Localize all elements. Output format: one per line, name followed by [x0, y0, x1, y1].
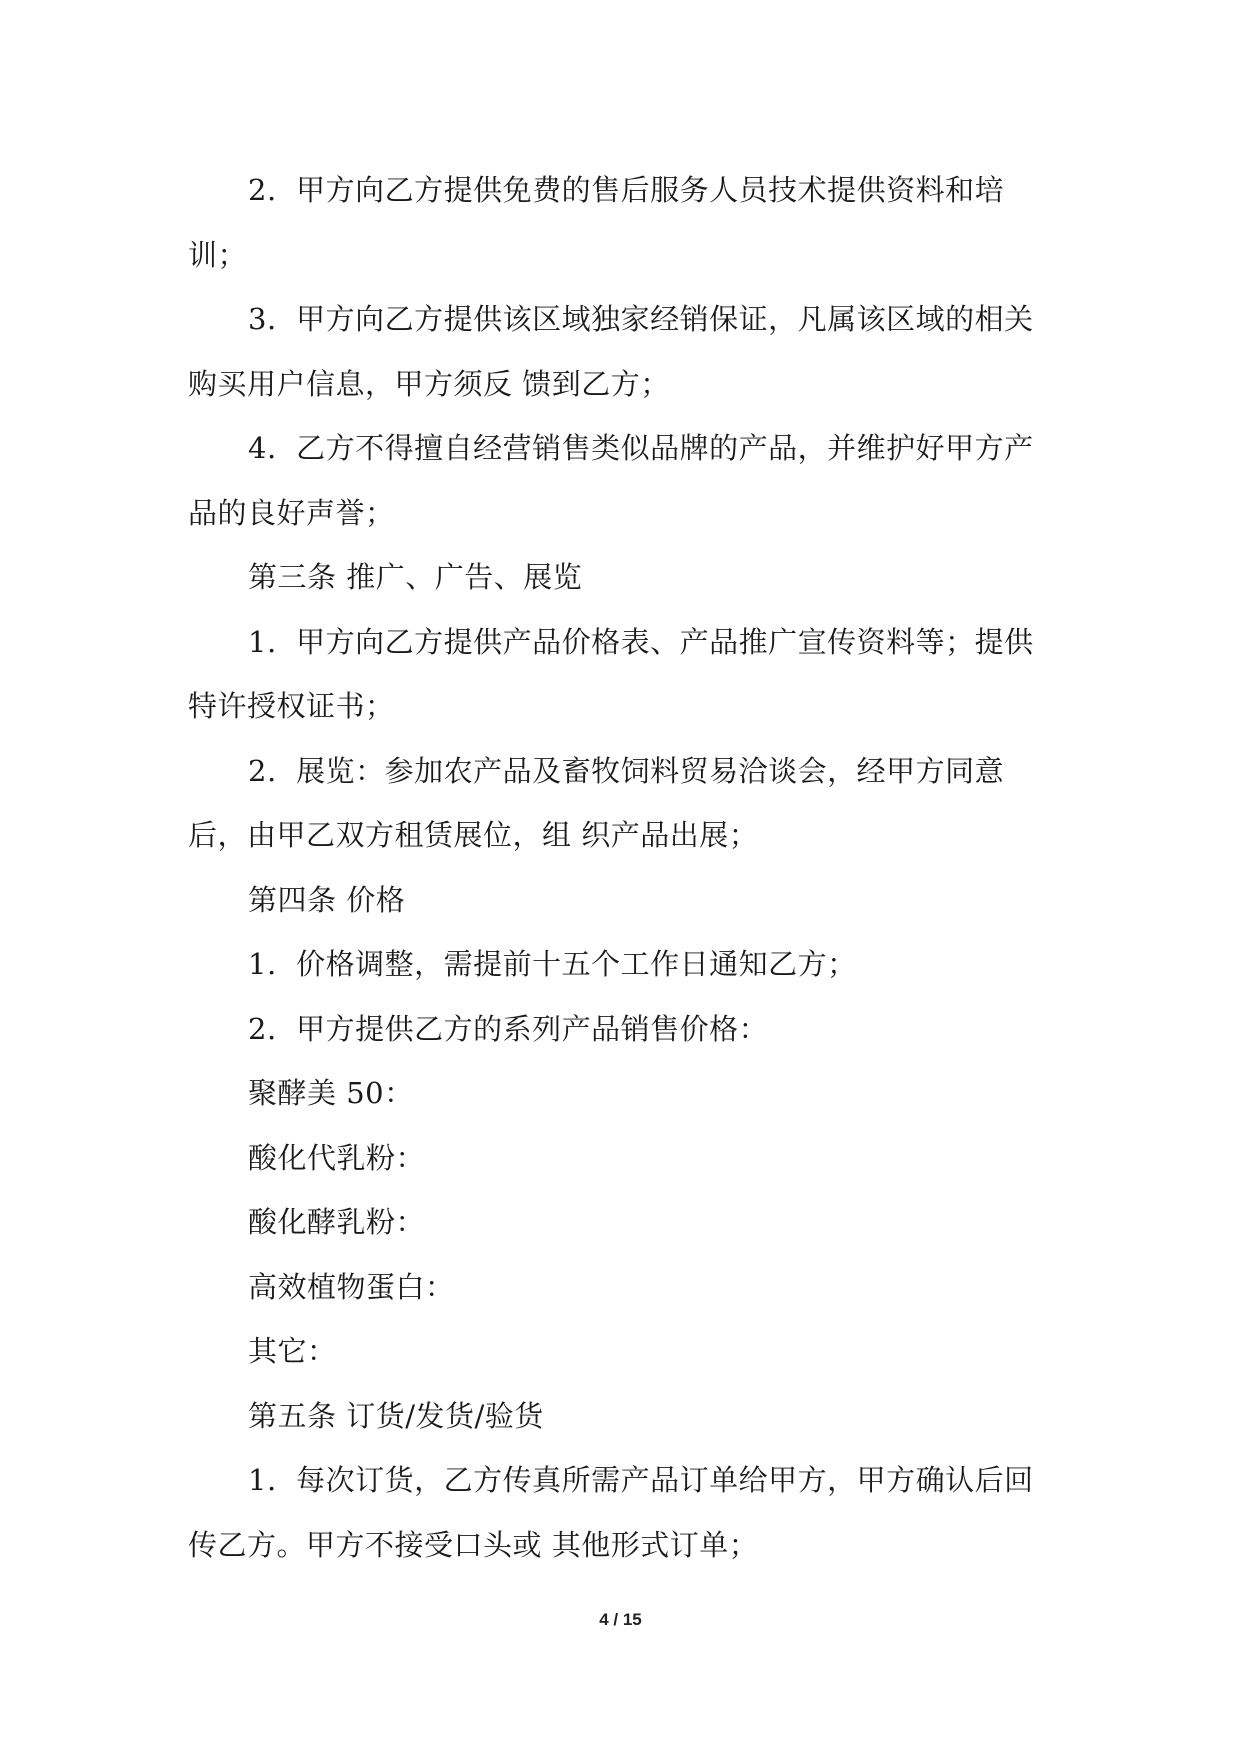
price-item-acidified-yeast-milk: 酸化酵乳粉：: [248, 1205, 426, 1239]
page-number: 4 / 15: [599, 1610, 642, 1629]
price-item-other: 其它：: [248, 1334, 337, 1368]
price-item-acidified-milk-replacer: 酸化代乳粉：: [248, 1140, 426, 1175]
document-body: [188, 158, 1058, 1577]
section-heading-article-3: 第三条 推广、广告、展览: [248, 560, 583, 594]
section-heading-article-5: 第五条 订货/发货/验货: [248, 1398, 544, 1433]
section-heading-article-4: 第四条 价格: [248, 882, 406, 917]
paragraph-service-training: 2. 甲方向乙方提供免费的售后服务人员技术提供资料和培训；: [188, 173, 1005, 272]
paragraph-price-adjustment: 1. 价格调整，需提前十五个工作日通知乙方；: [248, 947, 857, 981]
paragraph-sales-prices: 2. 甲方提供乙方的系列产品销售价格：: [248, 1011, 769, 1046]
paragraph-price-list-materials: 1. 甲方向乙方提供产品价格表、产品推广宣传资料等；提供特许授权证书；: [188, 624, 1034, 723]
price-item-juxiaomei: 聚酵美 50：: [248, 1076, 414, 1110]
paragraph-exhibition: 2. 展览：参加农产品及畜牧饲料贸易洽谈会，经甲方同意后，由甲乙双方租赁展位，组 织产品出展；: [188, 753, 1005, 852]
paragraph-ordering: 1. 每次订货，乙方传真所需产品订单给甲方，甲方确认后回传乙方。甲方不接受口头或 其他形式订单；: [188, 1463, 1034, 1562]
price-item-plant-protein: 高效植物蛋白：: [248, 1269, 455, 1304]
paragraph-brand-reputation: 4. 乙方不得擅自经营销售类似品牌的产品，并维护好甲方产品的良好声誉；: [188, 431, 1034, 530]
paragraph-exclusive-distribution: 3. 甲方向乙方提供该区域独家经销保证，凡属该区域的相关购买用户信息，甲方须反 馈到乙方；: [188, 302, 1034, 401]
